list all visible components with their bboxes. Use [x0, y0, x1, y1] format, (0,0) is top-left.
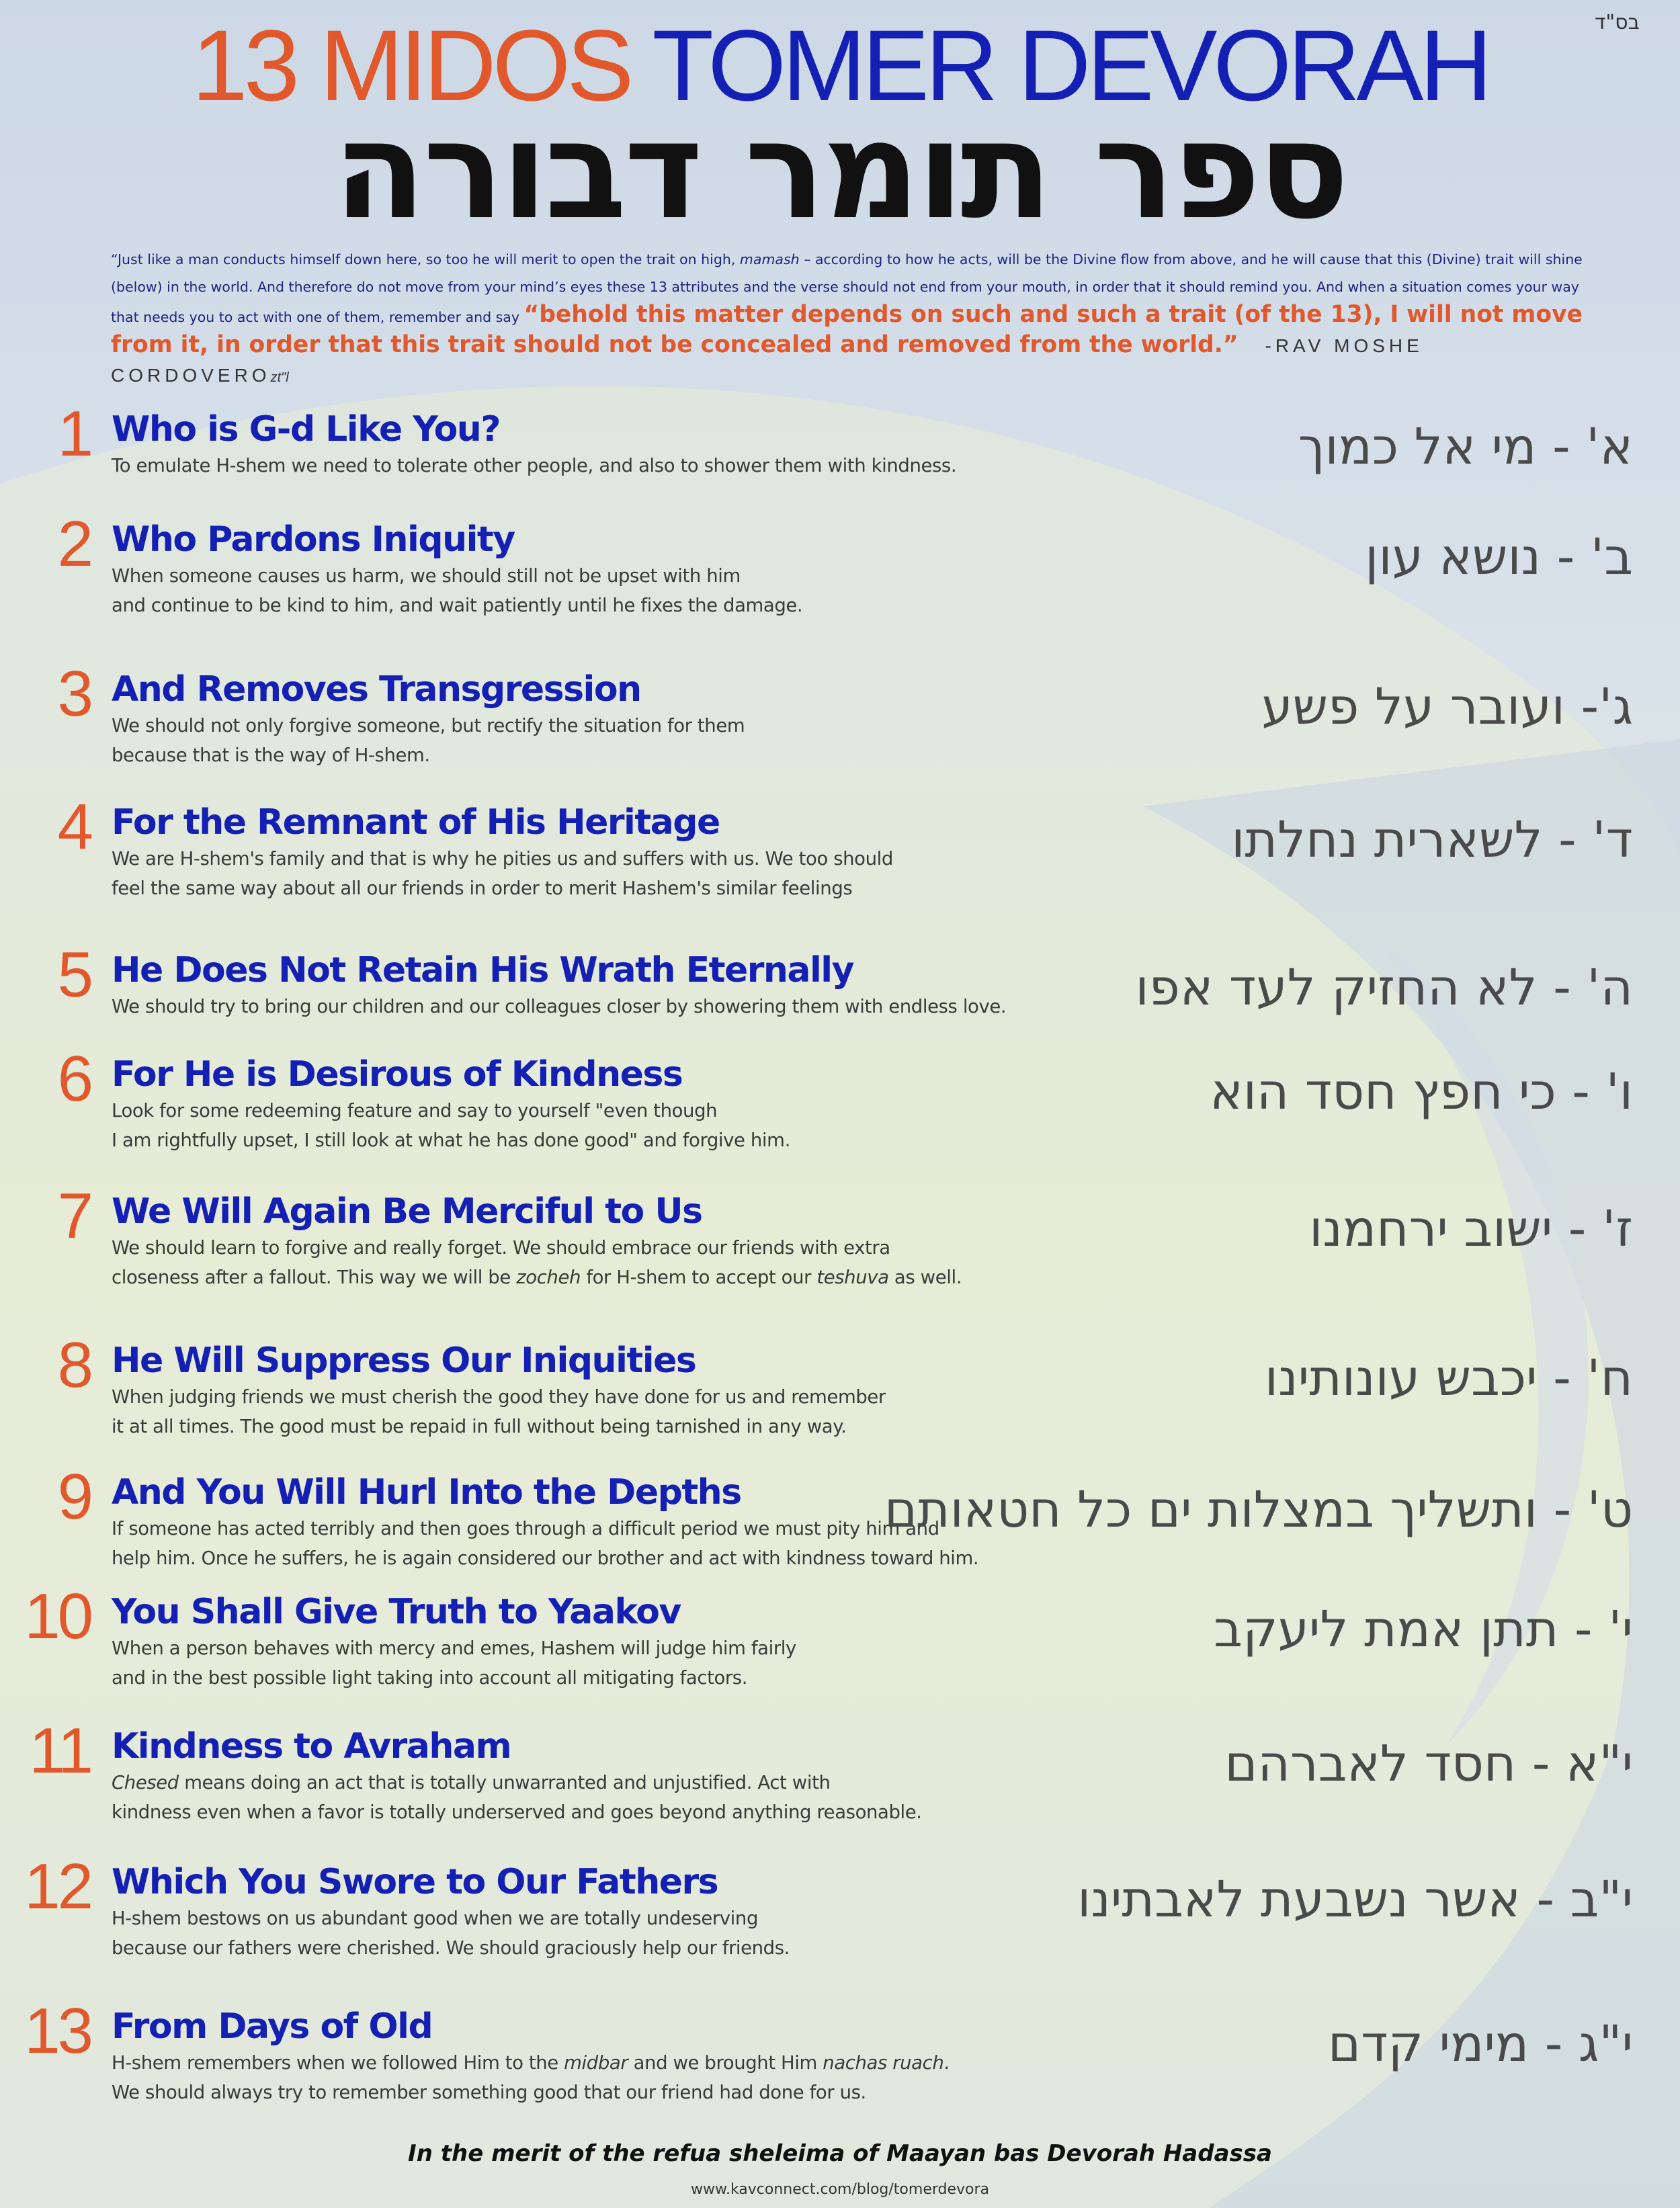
midah-hebrew: י' - תתן אמת ליעקב [1214, 1601, 1633, 1658]
midah-description [112, 1633, 1120, 1693]
midah-title: He Does Not Retain His Wrath Eternally [112, 950, 854, 990]
description-line: Chesed means doing an act that is totally unwarranted and unjustified. Act with [112, 1772, 831, 1793]
source-url: www.kavconnect.com/blog/tomerdevora [690, 2181, 990, 2198]
midah-title: We Will Again Be Merciful to Us [112, 1191, 702, 1232]
midah-number: 10 [24, 1580, 91, 1652]
midah-title: Kindness to Avraham [112, 1726, 511, 1767]
midah-description [112, 1096, 1120, 1155]
description-line: and in the best possible light taking into account all mitigating factors. [112, 1667, 748, 1689]
intro-highlight: “behold this matter depends on such and such a trait (of the 13), I will not move from it, in order that this trait should not be concealed and removed from the world.” [111, 301, 1583, 358]
description-line: closeness after a fallout. This way we will be zocheh for H-shem to accept our teshuva as well. [112, 1267, 962, 1288]
description-line: kindness even when a favor is totally underserved and goes beyond anything reasonable. [112, 1801, 922, 1823]
midah-description [112, 1768, 1120, 1827]
italic-term: teshuva [816, 1267, 889, 1288]
description-line: To emulate H-shem we need to tolerate other people, and also to shower them with kindness. [112, 455, 957, 476]
description-line: We should try to bring our children and our colleagues closer by showering them with endless love. [112, 996, 1007, 1017]
intro-text-em: mamash [739, 251, 800, 267]
midah-number: 1 [57, 398, 91, 470]
italic-term: Chesed [112, 1772, 179, 1793]
midah-hebrew: י"א - חסד לאברהם [1224, 1735, 1633, 1793]
midah-description [112, 561, 1120, 620]
midah-hebrew: ד' - לשארית נחלתו [1231, 811, 1633, 869]
intro-quote [111, 246, 1603, 392]
midah-title: And Removes Transgression [112, 669, 641, 710]
midah-description [112, 1233, 1120, 1292]
intro-text-a: “Just like a man conducts himself down here, so too he will merit to open the trait on high, [111, 251, 740, 267]
italic-term: midbar [564, 2052, 628, 2074]
midah-hebrew: א' - מי אל כמוך [1298, 418, 1633, 476]
description-line: because our fathers were cherished. We should graciously help our friends. [112, 1937, 790, 1959]
midah-title: Who is G-d Like You? [112, 409, 500, 450]
midah-number: 8 [57, 1329, 91, 1401]
italic-term: zocheh [516, 1267, 581, 1288]
description-line: because that is the way of H-shem. [112, 745, 430, 766]
description-line: it at all times. The good must be repaid in full without being tarnished in any way. [112, 1416, 847, 1437]
midah-description [112, 992, 1120, 1021]
midah-title: For the Remnant of His Heritage [112, 802, 720, 843]
title-tomer-devorah: TOMER DEVORAH [652, 9, 1488, 122]
description-line: When judging friends we must cherish the good they have done for us and remember [112, 1386, 886, 1408]
midah-hebrew: ו' - כי חפץ חסד הוא [1210, 1063, 1633, 1121]
midah-hebrew: ג'- ועובר על פשע [1261, 678, 1633, 736]
description-line: We should not only forgive someone, but rectify the situation for them [112, 715, 745, 736]
title-number-midos: 13 MIDOS [192, 9, 653, 122]
description-line: feel the same way about all our friends in order to merit Hashem's similar feelings [112, 878, 853, 899]
midah-description [112, 2048, 1120, 2107]
midah-number: 5 [57, 939, 91, 1011]
description-line: We are H-shem's family and that is why he pities us and suffers with us. We too should [112, 848, 893, 869]
midah-description [112, 844, 1120, 903]
author-suffix: zt"l [270, 370, 289, 385]
midah-number: 6 [57, 1043, 91, 1115]
midah-title: From Days of Old [112, 2006, 433, 2047]
midah-hebrew: ז' - ישוב ירחמנו [1309, 1200, 1633, 1258]
description-line: I am rightfully upset, I still look at what he has done good" and forgive him. [112, 1130, 790, 1151]
description-line: H-shem remembers when we followed Him to the midbar and we brought Him nachas ruach. [112, 2052, 950, 2074]
midah-number: 11 [29, 1715, 91, 1787]
midah-number: 9 [57, 1461, 91, 1533]
author-name: -RAV MOSHE CORDOVERO [111, 335, 1423, 386]
midah-hebrew: ה' - לא החזיק לעד אפו [1135, 959, 1633, 1017]
midah-hebrew: ב' - נושא עון [1365, 528, 1633, 586]
midah-description [112, 1904, 1120, 1963]
intro-text-b: – according to how he acts, will be the Divine flow from above, and he will cause that this (Divine) trait will shine (below) in the world. And therefore do not move from your mind’s eyes these 13 attributes and the verse should not end from your mouth, in order that it should remind you. And when a situation comes your way that needs you to act with one of them, remember and say [111, 251, 1583, 325]
midah-description [112, 711, 1120, 770]
description-line: When a person behaves with mercy and emes, Hashem will judge him fairly [112, 1638, 796, 1659]
midah-title: Which You Swore to Our Fathers [112, 1862, 718, 1902]
midah-number: 4 [57, 791, 91, 863]
midah-description [112, 451, 1120, 480]
midah-hebrew: ט' - ותשליך במצלות ים כל חטאותם [884, 1481, 1633, 1539]
midah-number: 3 [57, 658, 91, 730]
description-line: and continue to be kind to him, and wait patiently until he fixes the damage. [112, 595, 803, 616]
hebrew-title: ספר תומר דבורה [333, 93, 1347, 249]
midah-title: And You Will Hurl Into the Depths [112, 1472, 741, 1513]
midah-description [112, 1382, 1120, 1441]
midah-title: He Will Suppress Our Iniquities [112, 1341, 696, 1381]
midah-title: You Shall Give Truth to Yaakov [112, 1592, 681, 1632]
midah-hebrew: י"ג - מימי קדם [1328, 2015, 1633, 2073]
midah-title: Who Pardons Iniquity [112, 519, 515, 560]
description-line: If someone has acted terribly and then goes through a difficult period we must pity him and [112, 1518, 939, 1539]
midah-number: 12 [24, 1851, 91, 1922]
midah-number: 13 [24, 1995, 91, 2067]
description-line: We should always try to remember something good that our friend had done for us. [112, 2082, 866, 2103]
dedication: In the merit of the refua sheleima of Maayan bas Devorah Hadassa [408, 2140, 1272, 2167]
midah-hebrew: י"ב - אשר נשבעת לאבתינו [1077, 1871, 1633, 1928]
description-line: We should learn to forgive and really forget. We should embrace our friends with extra [112, 1237, 890, 1259]
description-line: help him. Once he suffers, he is again considered our brother and act with kindness toward him. [112, 1547, 979, 1569]
description-line: Look for some redeeming feature and say to yourself "even though [112, 1100, 718, 1121]
midah-title: For He is Desirous of Kindness [112, 1054, 683, 1095]
description-line: When someone causes us harm, we should still not be upset with him [112, 565, 741, 587]
midah-number: 2 [57, 508, 91, 580]
italic-term: nachas ruach [823, 2052, 944, 2074]
midah-number: 7 [57, 1180, 91, 1252]
bsd-mark: בס"ד [1595, 11, 1640, 34]
midah-hebrew: ח' - יכבש עונותינו [1264, 1349, 1633, 1407]
description-line: H-shem bestows on us abundant good when we are totally undeserving [112, 1908, 759, 1929]
